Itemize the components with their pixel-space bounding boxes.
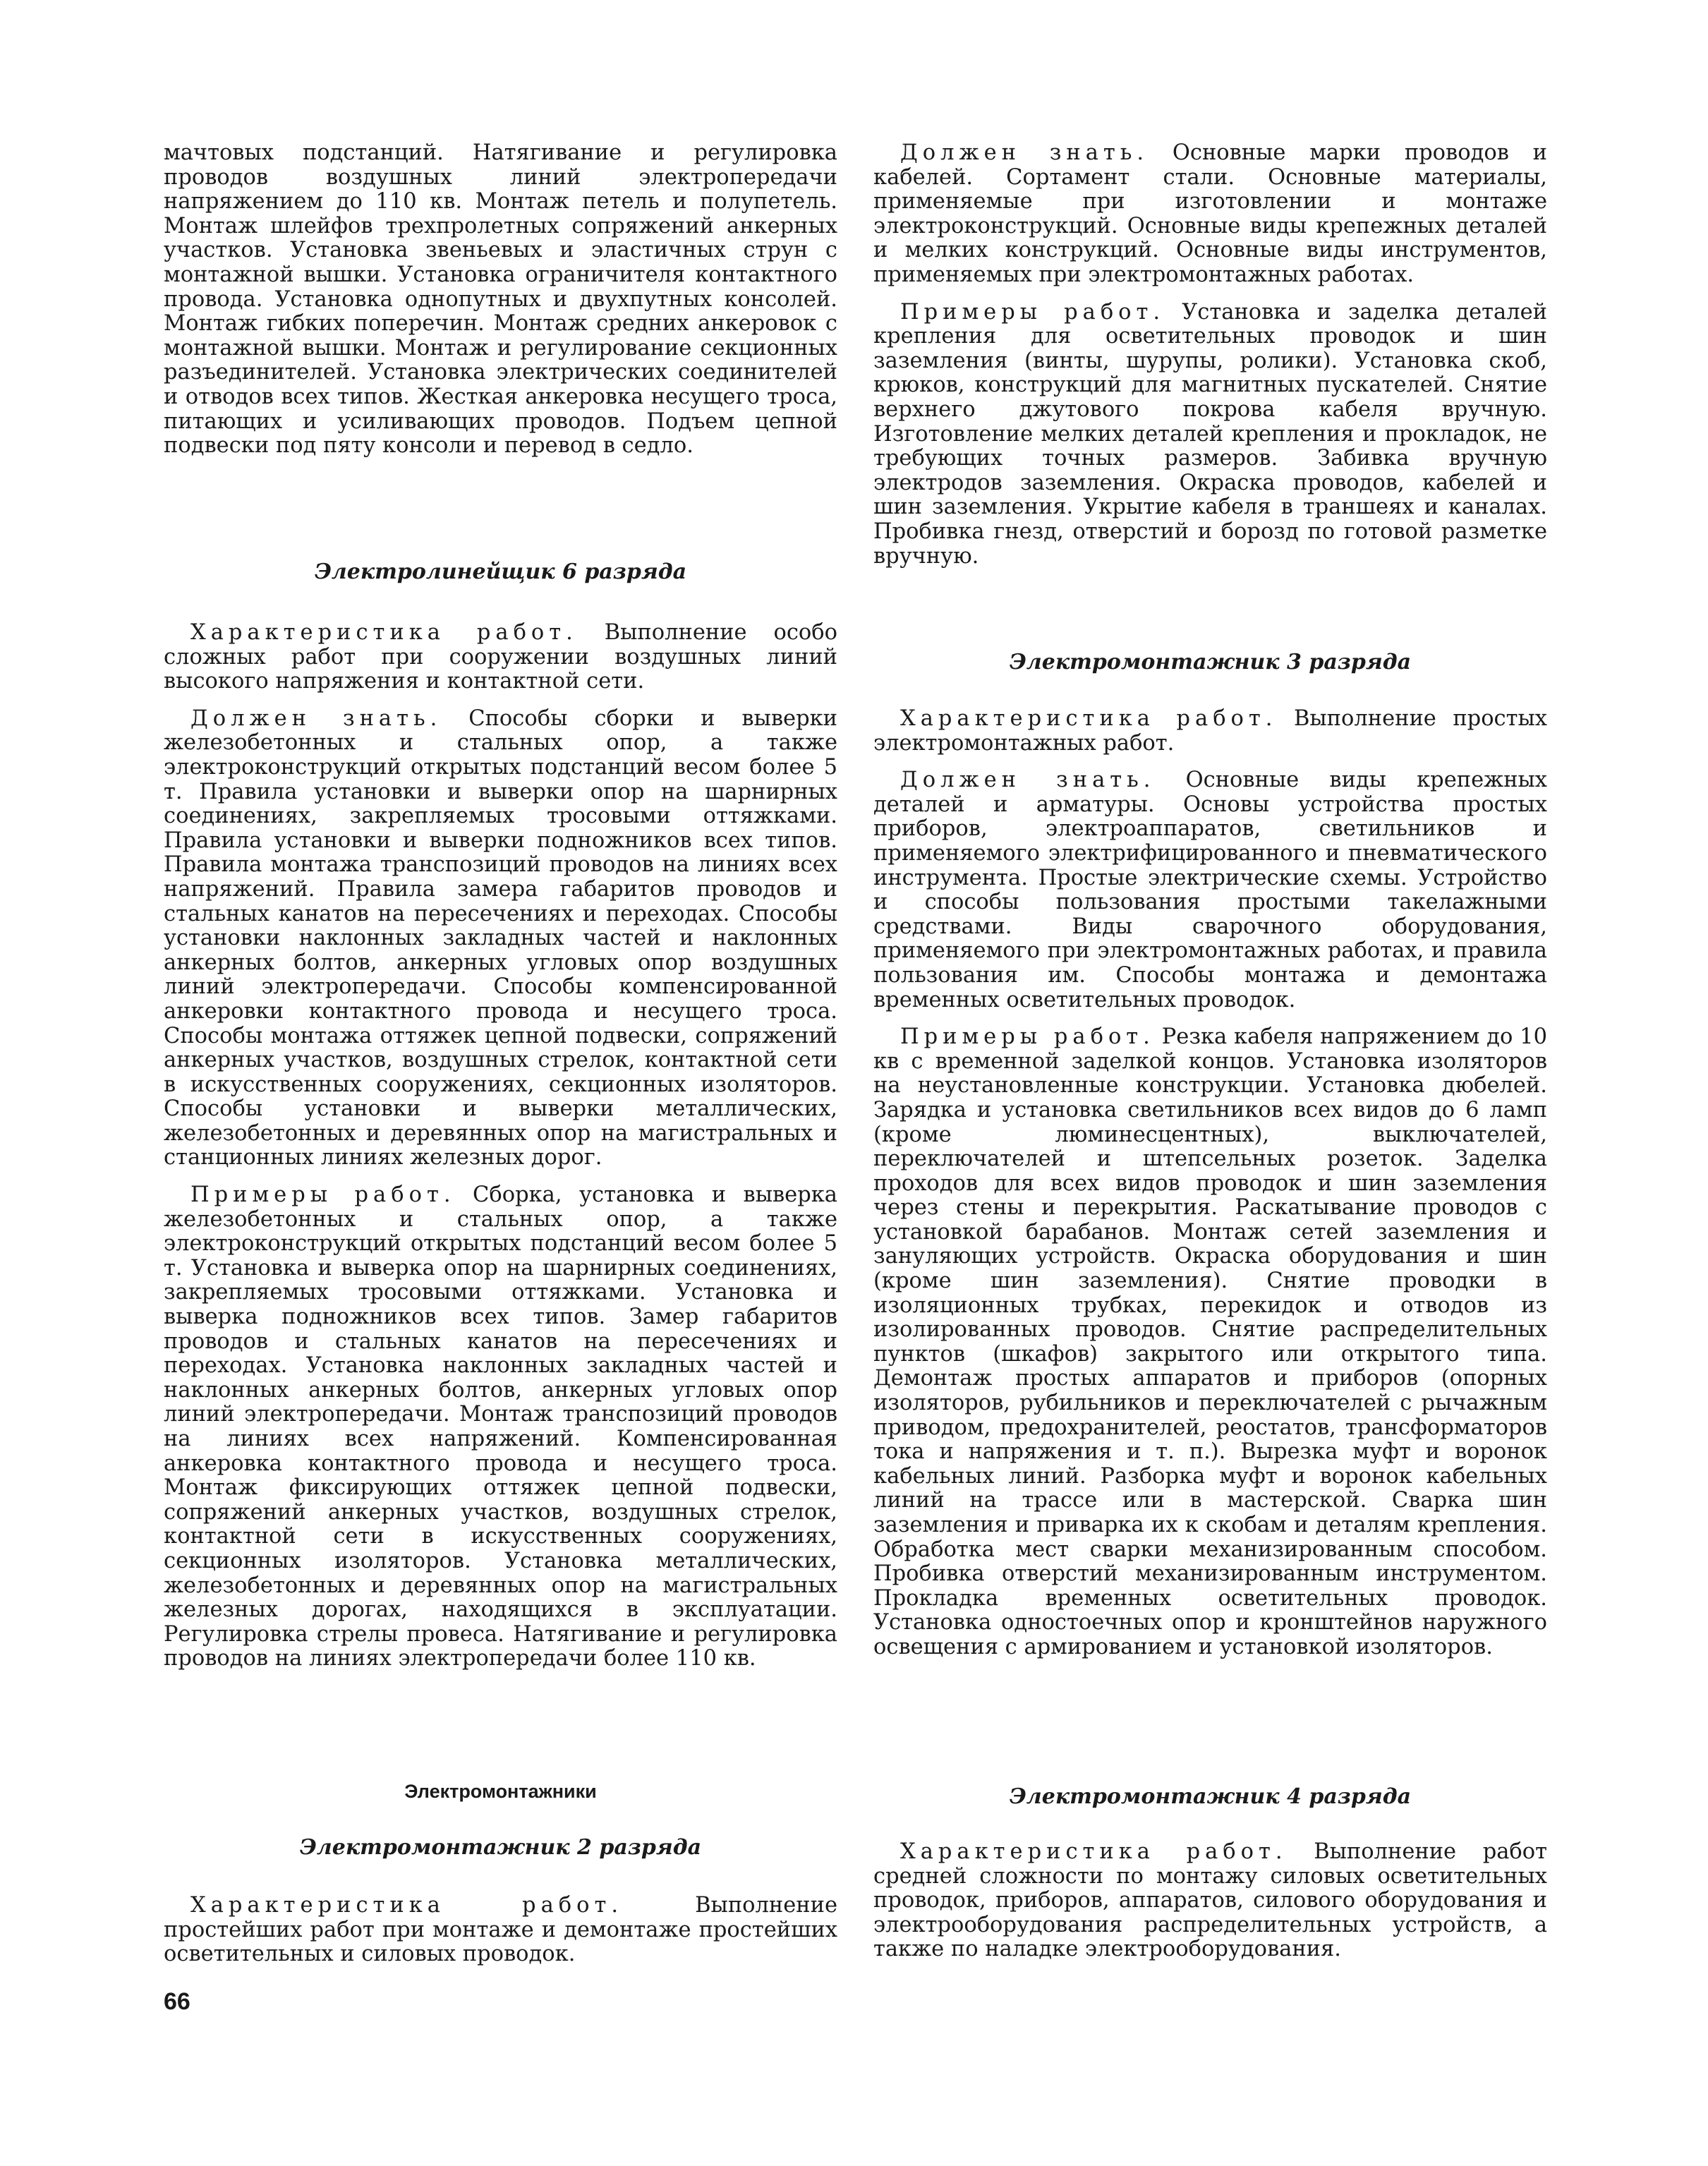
must-know-text: Основные марки проводов и кабелей. Сортамент стали. Основные материалы, применяемые при изготовлении и монтаже электроконструкций. Основные виды крепежных деталей и мелких конструкций. Основные виды инструментов, применяемых при электромонтажных работах. <box>873 140 1547 287</box>
must-know-lead: Должен знать. <box>190 706 442 731</box>
category-3-heading: Электромонтажник 3 разряда <box>1009 650 1412 674</box>
category-2-characteristics <box>164 1894 837 1967</box>
category-2-examples <box>873 301 1547 569</box>
category-2-must-know <box>873 141 1547 288</box>
category-4-heading: Электромонтажник 4 разряда <box>1009 1784 1412 1809</box>
examples-lead: Примеры работ. <box>900 1024 1155 1050</box>
category-4-characteristics <box>873 1840 1547 1962</box>
category-6-heading: Электролинейщик 6 разряда <box>314 559 687 584</box>
characteristics-text: Выполнение особо сложных работ при сооружении воздушных линий высокого напряжения и контактной сети. <box>164 620 837 694</box>
category-3-must-know <box>873 768 1547 1012</box>
category-6-must-know <box>164 707 837 1170</box>
must-know-lead: Должен знать. <box>900 140 1149 165</box>
category-3-examples <box>873 1025 1547 1659</box>
category-6-characteristics <box>164 621 837 694</box>
page-number: 66 <box>164 1988 190 2015</box>
characteristics-text: Выполнение работ средней сложности по монтажу силовых осветительных проводок, приборов, аппаратов, силового оборудования и электрооборудования распределительных устройств, а также по наладке электрооборудования. <box>873 1839 1547 1962</box>
must-know-lead: Должен знать. <box>900 768 1156 793</box>
characteristics-lead: Характеристика работ. <box>190 1893 624 1918</box>
category-4-block <box>873 1840 1547 1975</box>
category-3-block <box>873 707 1547 1673</box>
category-2-heading: Электромонтажник 2 разряда <box>299 1835 702 1860</box>
characteristics-lead: Характеристика работ. <box>190 620 578 645</box>
category-2-continued-block <box>873 141 1547 581</box>
category-2-block <box>164 1894 837 1980</box>
examples-lead: Примеры работ. <box>190 1182 456 1208</box>
category-6-examples <box>164 1183 837 1671</box>
must-know-text: Основные виды крепежных деталей и арматуры. Основы устройства простых приборов, электроаппаратов, светильников и применяемого электрифицированного и пневматического инструмента. Простые электрические схемы. Устройство и способы пользования простыми такелажными средствами. Виды сварочного оборудования, применяемого при электромонтажных работах, и правила пользования им. Способы монтажа и демонтажа временных осветительных проводок. <box>873 768 1547 1012</box>
examples-text: Сборка, установка и выверка железобетонных и стальных опор, а также электроконструкций открытых подстанций весом более 5 т. Установка и выверка опор на шарнирных соединениях, закрепляемых тросовыми оттяжками. Установка и выверка подножников всех типов. Замер габаритов проводов и стальных канатов на пересечениях и переходах. Установка наклонных закладных частей и наклонных анкерных болтов, анкерных угловых опор линий электропередачи. Монтаж транспозиций проводов на линиях всех напряжений. Компенсированная анкеровка контактного провода и несущего троса. Монтаж фиксирующих оттяжек цепной подвески, сопряжений анкерных участков, воздушных стрелок, контактной сети в искусственных сооружениях, секционных изоляторов. Установка металлических, железобетонных и деревянных опор на магистральных железных дорогах, находящихся в эксплуатации. Регулировка стрелы провеса. Натягивание и регулировка проводов на линиях электропередачи более 110 кв. <box>164 1182 837 1671</box>
category-6-block <box>164 621 837 1684</box>
characteristics-lead: Характеристика работ. <box>900 1839 1288 1864</box>
category-3-characteristics <box>873 707 1547 756</box>
must-know-text: Способы сборки и выверки железобетонных и стальных опор, а также электроконструкций открытых подстанций весом более 5 т. Правила установки и выверки опор на шарнирных соединениях, закрепляемых тросовыми оттяжками. Правила установки и выверки подножников всех типов. Правила монтажа транспозиций проводов на линиях всех напряжений. Правила замера габаритов проводов и стальных канатов на пересечениях и переходах. Способы установки наклонных закладных частей и наклонных анкерных болтов, анкерных угловых опор воздушных линий электропередачи. Способы компенсированной анкеровки контактного провода и несущего троса. Способы монтажа оттяжек цепной подвески, сопряжений анкерных участков, воздушных стрелок, контактной сети в искусственных сооружениях, секционных изоляторов. Способы установки и выверки металлических, железобетонных и деревянных опор на магистральных и станционных линиях железных дорог. <box>164 706 837 1170</box>
examples-text: Установка и заделка деталей крепления для осветительных проводок и шин заземления (винты, шурупы, ролики). Установка скоб, крюков, конструкций для магнитных пускателей. Снятие верхнего джутового покрова кабеля вручную. Изготовление мелких деталей крепления и прокладок, не требующих точных размеров. Забивка вручную электродов заземления. Окраска проводов, кабелей и шин заземления. Укрытие кабеля в траншеях и каналах. Пробивка гнезд, отверстий и борозд по готовой разметке вручную. <box>873 299 1547 569</box>
left-intro-paragraph: мачтовых подстанций. Натягивание и регулировка проводов воздушных линий электропередачи напряжением до 110 кв. Монтаж петель и полупетель. Монтаж шлейфов трехпролетных сопряжений анкерных участков. Установка звеньевых и эластичных струн с монтажной вышки. Установка ограничителя контактного провода. Установка однопутных и двухпутных консолей. Монтаж гибких поперечин. Монтаж средних анкеровок с монтажной вышки. Монтаж и регулирование секционных разъединителей. Установка электрических соединителей и отводов всех типов. Жесткая анкеровка несущего троса, питающих и усиливающих проводов. Подъем цепной подвески под пяту консоли и перевод в седло. <box>164 140 837 459</box>
section-heading-electricians: Электромонтажники <box>404 1781 597 1802</box>
characteristics-text: Выполнение простейших работ при монтаже и демонтаже простейших осветительных и силовых проводок. <box>164 1893 837 1967</box>
characteristics-text: Выполнение простых электромонтажных работ. <box>873 706 1547 756</box>
examples-lead: Примеры работ. <box>900 299 1165 325</box>
characteristics-lead: Характеристика работ. <box>900 706 1278 731</box>
examples-text: Резка кабеля напряжением до 10 кв с временной заделкой концов. Установка изоляторов на неустановленные конструкции. Установка дюбелей. Зарядка и установка светильников всех видов до 6 ламп (кроме люминесцентных), выключателей, переключателей и штепсельных розеток. Заделка проходов для всех видов проводок и шин заземления через стены и перекрытия. Раскатывание проводов с установкой барабанов. Монтаж сетей заземления и зануляющих устройств. Окраска оборудования и шин (кроме шин заземления). Снятие проводки в изоляционных трубках, перекидок и отводов из изолированных проводов. Снятие распределительных пунктов (шкафов) закрытого или открытого типа. Демонтаж простых аппаратов и приборов (опорных изоляторов, рубильников и переключателей с рычажным приводом, предохранителей, реостатов, трансформаторов тока и напряжения и т. п.). Вырезка муфт и воронок кабельных линий. Разборка муфт и воронок кабельных линий на трассе или в мастерской. Сварка шин заземления и приварка их к скобам и деталям крепления. Обработка мест сварки механизированным способом. Пробивка отверстий механизированным инструментом. Прокладка временных осветительных проводок. Установка одностоечных опор и кронштейнов наружного освещения с армированием и установкой изоляторов. <box>873 1024 1547 1659</box>
left-intro-block <box>164 141 837 471</box>
